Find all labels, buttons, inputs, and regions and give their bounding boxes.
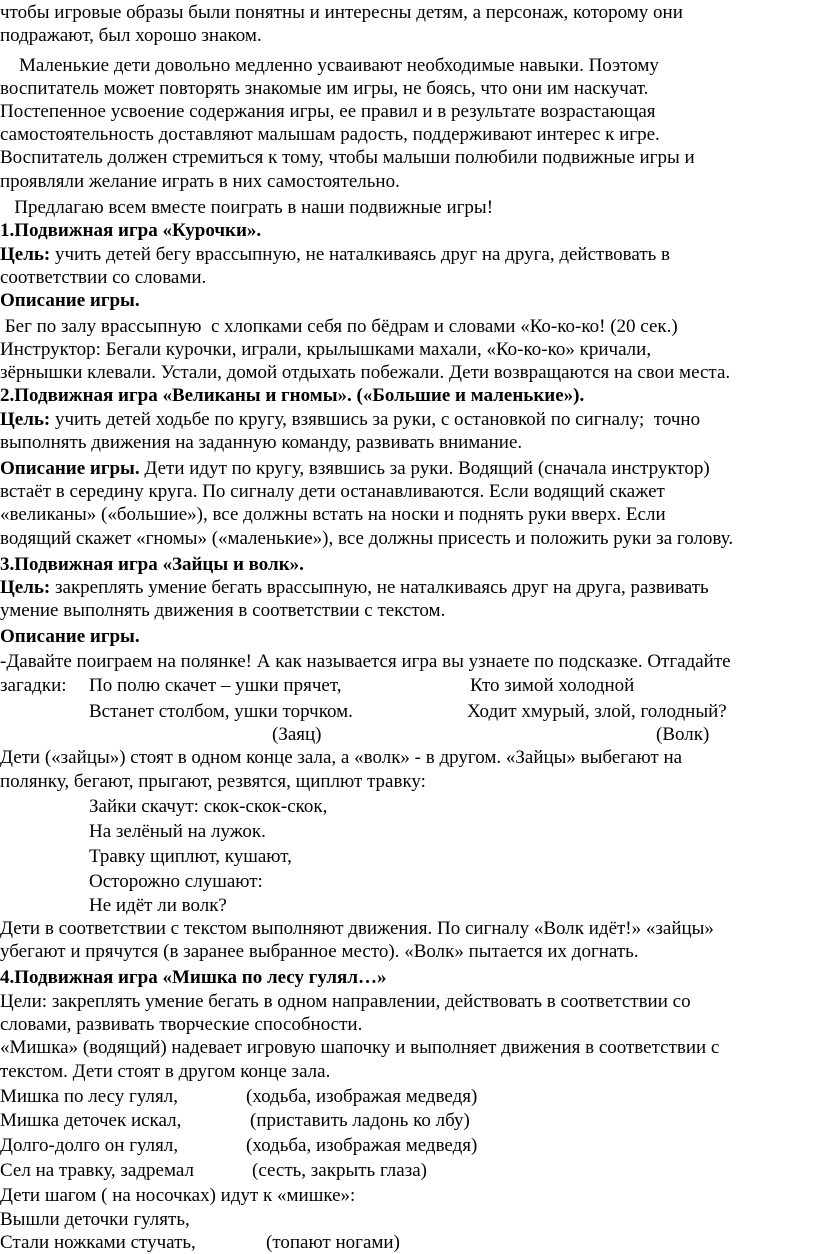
paragraph-line: «Мишка» (водящий) надевает игровую шапочку и выполняет движения в соответствии с bbox=[0, 1037, 720, 1058]
verse-line: Не идёт ли волк? bbox=[89, 895, 227, 916]
poem-line: Долго-долго он гулял, bbox=[0, 1135, 179, 1156]
poem-action: (ходьба, изображая медведя) bbox=[246, 1086, 478, 1107]
riddle-line: Ходит хмурый, злой, голодный? bbox=[467, 701, 727, 722]
paragraph-line: Цели: закреплять умение бегать в одном направлении, действовать в соответствии со bbox=[0, 991, 691, 1012]
game3-goal-line bbox=[0, 576, 709, 599]
riddle-line: По полю скачет – ушки прячет, bbox=[89, 675, 342, 696]
paragraph-line: Инструктор: Бегали курочки, играли, крылышками махали, «Ко-ко-ко» кричали, bbox=[0, 339, 652, 360]
game4-title: 4.Подвижная игра «Мишка по лесу гулял…» bbox=[0, 967, 387, 988]
paragraph-line: умение выполнять движения в соответствии с текстом. bbox=[0, 600, 446, 621]
riddle-intro: загадки: bbox=[0, 675, 67, 696]
poem-line: Вышли деточки гулять, bbox=[0, 1209, 190, 1230]
paragraph-line: «великаны» («большие»), все должны встать на носки и поднять руки вверх. Если bbox=[0, 504, 666, 525]
paragraph-line: убегают и прячутся (в заранее выбранное место). «Волк» пытается их догнать. bbox=[0, 941, 639, 962]
riddle-answer: (Заяц) bbox=[272, 724, 322, 745]
poem-action: (ходьба, изображая медведя) bbox=[246, 1135, 478, 1156]
goal-text: учить детей ходьбе по кругу, взявшись за руки, с остановкой по сигналу; точно bbox=[50, 409, 701, 430]
verse-line: На зелёный на лужок. bbox=[89, 821, 266, 842]
paragraph-line: -Давайте поиграем на полянке! А как называется игра вы узнаете по подсказке. Отгадайте bbox=[0, 651, 731, 672]
paragraph-line: текстом. Дети стоят в другом конце зала. bbox=[0, 1061, 331, 1082]
game3-description-label: Описание игры. bbox=[0, 626, 140, 647]
poem-action: (приставить ладонь ко лбу) bbox=[250, 1110, 470, 1131]
poem-action: (топают ногами) bbox=[266, 1232, 400, 1253]
game1-goal-line bbox=[0, 243, 670, 266]
paragraph-line: Предлагаю всем вместе поиграть в наши подвижные игры! bbox=[0, 197, 494, 218]
paragraph-line: Воспитатель должен стремиться к тому, чтобы малыши полюбили подвижные игры и bbox=[0, 147, 695, 168]
paragraph-line: воспитатель может повторять знакомые им игры, не боясь, что они им наскучат. bbox=[0, 78, 649, 99]
paragraph-line: выполнять движения на заданную команду, развивать внимание. bbox=[0, 432, 523, 453]
poem-line: Мишка по лесу гулял, bbox=[0, 1086, 178, 1107]
paragraph-line: зёрнышки клевали. Устали, домой отдыхать побежали. Дети возвращаются на свои места. bbox=[0, 362, 731, 383]
description-label: Описание игры. bbox=[0, 458, 140, 479]
paragraph-line: самостоятельность доставляют малышам радость, поддерживают интерес к игре. bbox=[0, 124, 660, 145]
paragraph-line: Постепенное усвоение содержания игры, ее правил и в результате возрастающая bbox=[0, 101, 656, 122]
game2-goal-line bbox=[0, 408, 700, 431]
goal-text: закреплять умение бегать врассыпную, не наталкиваясь друг на друга, развивать bbox=[50, 577, 709, 598]
riddle-line: Встанет столбом, ушки торчком. bbox=[89, 701, 353, 722]
goal-text: учить детей бегу врассыпную, не наталкиваясь друг на друга, действовать в bbox=[50, 244, 671, 265]
riddle-answer: (Волк) bbox=[656, 724, 710, 745]
paragraph-line: словами, развивать творческие способности. bbox=[0, 1014, 363, 1035]
paragraph-line: чтобы игровые образы были понятны и интересны детям, а персонаж, которому они bbox=[0, 2, 683, 23]
paragraph-line: Дети («зайцы») стоят в одном конце зала, а «волк» - в другом. «Зайцы» выбегают на bbox=[0, 747, 683, 768]
game2-description-line bbox=[0, 457, 710, 480]
paragraph-line: водящий скажет «гномы» («маленькие»), все должны присесть и положить руки за голову. bbox=[0, 528, 734, 549]
game2-title: 2.Подвижная игра «Великаны и гномы». («Большие и маленькие»). bbox=[0, 385, 585, 406]
paragraph-line: соответствии со словами. bbox=[0, 267, 207, 288]
poem-line: Стали ножками стучать, bbox=[0, 1232, 196, 1253]
goal-label: Цель: bbox=[0, 409, 51, 430]
game1-title: 1.Подвижная игра «Курочки». bbox=[0, 220, 262, 241]
paragraph-line: встаёт в середину круга. По сигналу дети останавливаются. Если водящий скажет bbox=[0, 481, 665, 502]
paragraph-line: Дети шагом ( на носочках) идут к «мишке»: bbox=[0, 1185, 356, 1206]
verse-line: Зайки скачут: скок-скок-скок, bbox=[89, 796, 328, 817]
paragraph-line: Дети в соответствии с текстом выполняют движения. По сигналу «Волк идёт!» «зайцы» bbox=[0, 918, 714, 939]
goal-label: Цель: bbox=[0, 577, 51, 598]
paragraph-line: подражают, был хорошо знаком. bbox=[0, 25, 262, 46]
poem-action: (сесть, закрыть глаза) bbox=[252, 1160, 427, 1181]
goal-label: Цель: bbox=[0, 244, 51, 265]
poem-line: Сел на травку, задремал bbox=[0, 1160, 194, 1181]
game3-title: 3.Подвижная игра «Зайцы и волк». bbox=[0, 554, 304, 575]
description-text: Дети идут по кругу, взявшись за руки. Водящий (сначала инструктор) bbox=[139, 458, 710, 479]
paragraph-line: проявляли желание играть в них самостоятельно. bbox=[0, 171, 400, 192]
riddle-line: Кто зимой холодной bbox=[470, 675, 635, 696]
paragraph-line: Маленькие дети довольно медленно усваивают необходимые навыки. Поэтому bbox=[0, 55, 659, 76]
game1-description-label: Описание игры. bbox=[0, 290, 140, 311]
verse-line: Осторожно слушают: bbox=[89, 871, 263, 892]
verse-line: Травку щиплют, кушают, bbox=[89, 846, 292, 867]
paragraph-line: Бег по залу врассыпную с хлопками себя по бёдрам и словами «Ко-ко-ко! (20 сек.) bbox=[0, 316, 678, 337]
paragraph-line: полянку, бегают, прыгают, резвятся, щиплют травку: bbox=[0, 771, 426, 792]
poem-line: Мишка деточек искал, bbox=[0, 1110, 182, 1131]
